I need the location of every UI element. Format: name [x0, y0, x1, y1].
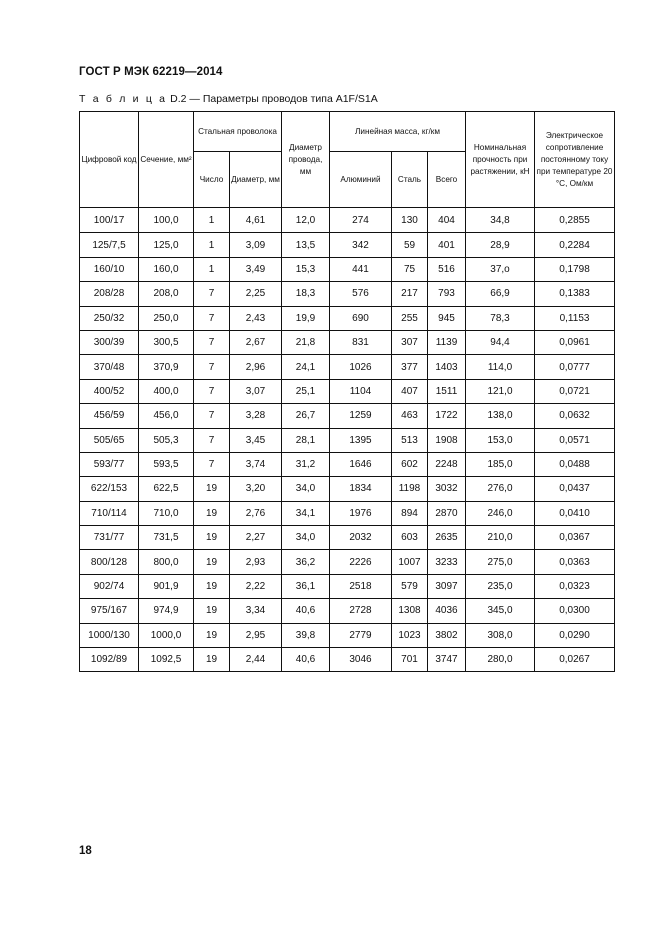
cell-total-mass: 2870 — [428, 501, 466, 525]
cell-wire-diameter: 34,1 — [282, 501, 330, 525]
cell-wire-count: 19 — [194, 648, 230, 672]
cell-wire-diameter: 40,6 — [282, 648, 330, 672]
cell-section: 974,9 — [139, 599, 194, 623]
cell-wire-diameter: 19,9 — [282, 306, 330, 330]
cell-wire-diameter: 15,3 — [282, 257, 330, 281]
cell-resistance: 0,0571 — [535, 428, 615, 452]
cell-section: 1000,0 — [139, 623, 194, 647]
cell-code: 125/7,5 — [80, 233, 139, 257]
cell-steel-mass: 1198 — [392, 477, 428, 501]
cell-resistance: 0,0300 — [535, 599, 615, 623]
cell-aluminium-mass: 2728 — [330, 599, 392, 623]
cell-section: 901,9 — [139, 574, 194, 598]
cell-strength: 153,0 — [466, 428, 535, 452]
cell-steel-mass: 75 — [392, 257, 428, 281]
cell-code: 250/32 — [80, 306, 139, 330]
cell-aluminium-mass: 831 — [330, 330, 392, 354]
cell-aluminium-mass: 2779 — [330, 623, 392, 647]
table-row — [80, 550, 615, 574]
cell-strength: 235,0 — [466, 574, 535, 598]
table-row — [80, 648, 615, 672]
cell-wire-diameter: 21,8 — [282, 330, 330, 354]
cell-code: 1000/130 — [80, 623, 139, 647]
cell-steel-diameter: 2,43 — [230, 306, 282, 330]
table-body — [80, 208, 615, 672]
cell-strength: 246,0 — [466, 501, 535, 525]
wire-parameters-table — [79, 111, 615, 672]
cell-wire-count: 7 — [194, 306, 230, 330]
table-row — [80, 330, 615, 354]
cell-strength: 78,3 — [466, 306, 535, 330]
cell-resistance: 0,0721 — [535, 379, 615, 403]
cell-wire-count: 7 — [194, 282, 230, 306]
table-row — [80, 623, 615, 647]
cell-code: 370/48 — [80, 355, 139, 379]
cell-aluminium-mass: 1026 — [330, 355, 392, 379]
cell-total-mass: 404 — [428, 208, 466, 233]
cell-steel-mass: 407 — [392, 379, 428, 403]
cell-steel-diameter: 2,96 — [230, 355, 282, 379]
cell-total-mass: 3747 — [428, 648, 466, 672]
cell-steel-mass: 130 — [392, 208, 428, 233]
cell-wire-diameter: 40,6 — [282, 599, 330, 623]
cell-total-mass: 1908 — [428, 428, 466, 452]
cell-steel-mass: 579 — [392, 574, 428, 598]
cell-section: 208,0 — [139, 282, 194, 306]
cell-resistance: 0,0488 — [535, 452, 615, 476]
cell-wire-count: 1 — [194, 208, 230, 233]
cell-code: 975/167 — [80, 599, 139, 623]
header-resistance: Электрическое сопротивление постоянному току при температуре 20 °С, Ом/км — [535, 112, 615, 208]
cell-section: 370,9 — [139, 355, 194, 379]
cell-code: 300/39 — [80, 330, 139, 354]
cell-resistance: 0,2284 — [535, 233, 615, 257]
header-linear-mass: Линейная масса, кг/км — [330, 112, 466, 152]
cell-aluminium-mass: 2518 — [330, 574, 392, 598]
cell-resistance: 0,2855 — [535, 208, 615, 233]
cell-wire-diameter: 24,1 — [282, 355, 330, 379]
cell-section: 710,0 — [139, 501, 194, 525]
cell-steel-diameter: 2,22 — [230, 574, 282, 598]
cell-aluminium-mass: 576 — [330, 282, 392, 306]
cell-strength: 37,о — [466, 257, 535, 281]
cell-strength: 66,9 — [466, 282, 535, 306]
cell-wire-diameter: 36,1 — [282, 574, 330, 598]
cell-section: 456,0 — [139, 404, 194, 428]
cell-steel-diameter: 3,45 — [230, 428, 282, 452]
cell-total-mass: 3097 — [428, 574, 466, 598]
header-section: Сечение, мм² — [139, 112, 194, 208]
cell-steel-diameter: 2,76 — [230, 501, 282, 525]
cell-code: 622/153 — [80, 477, 139, 501]
cell-strength: 94,4 — [466, 330, 535, 354]
cell-steel-mass: 603 — [392, 526, 428, 550]
cell-section: 160,0 — [139, 257, 194, 281]
cell-aluminium-mass: 441 — [330, 257, 392, 281]
cell-total-mass: 2248 — [428, 452, 466, 476]
cell-total-mass: 401 — [428, 233, 466, 257]
cell-resistance: 0,0410 — [535, 501, 615, 525]
cell-steel-diameter: 2,95 — [230, 623, 282, 647]
table-row — [80, 306, 615, 330]
cell-code: 160/10 — [80, 257, 139, 281]
cell-aluminium-mass: 1976 — [330, 501, 392, 525]
cell-code: 208/28 — [80, 282, 139, 306]
cell-steel-mass: 602 — [392, 452, 428, 476]
cell-wire-count: 19 — [194, 623, 230, 647]
table-row — [80, 208, 615, 233]
cell-code: 456/59 — [80, 404, 139, 428]
cell-resistance: 0,1153 — [535, 306, 615, 330]
cell-aluminium-mass: 1259 — [330, 404, 392, 428]
cell-code: 400/52 — [80, 379, 139, 403]
cell-wire-count: 19 — [194, 501, 230, 525]
cell-code: 505/65 — [80, 428, 139, 452]
cell-steel-diameter: 4,61 — [230, 208, 282, 233]
cell-total-mass: 4036 — [428, 599, 466, 623]
cell-code: 100/17 — [80, 208, 139, 233]
cell-aluminium-mass: 2226 — [330, 550, 392, 574]
cell-aluminium-mass: 690 — [330, 306, 392, 330]
cell-section: 300,5 — [139, 330, 194, 354]
table-row — [80, 404, 615, 428]
cell-code: 800/128 — [80, 550, 139, 574]
cell-strength: 121,0 — [466, 379, 535, 403]
cell-strength: 34,8 — [466, 208, 535, 233]
cell-steel-diameter: 3,09 — [230, 233, 282, 257]
cell-section: 250,0 — [139, 306, 194, 330]
cell-steel-diameter: 3,49 — [230, 257, 282, 281]
cell-wire-count: 7 — [194, 355, 230, 379]
table-header — [80, 112, 615, 208]
table-row — [80, 599, 615, 623]
cell-aluminium-mass: 274 — [330, 208, 392, 233]
table-row — [80, 574, 615, 598]
header-steel: Сталь — [392, 152, 428, 208]
header-aluminium: Алюминий — [330, 152, 392, 208]
cell-steel-diameter: 3,28 — [230, 404, 282, 428]
cell-steel-mass: 1308 — [392, 599, 428, 623]
table-row — [80, 526, 615, 550]
cell-section: 622,5 — [139, 477, 194, 501]
cell-strength: 114,0 — [466, 355, 535, 379]
table-row — [80, 233, 615, 257]
cell-steel-mass: 894 — [392, 501, 428, 525]
cell-steel-diameter: 3,34 — [230, 599, 282, 623]
cell-wire-diameter: 13,5 — [282, 233, 330, 257]
cell-wire-diameter: 34,0 — [282, 526, 330, 550]
cell-resistance: 0,0363 — [535, 550, 615, 574]
cell-wire-diameter: 31,2 — [282, 452, 330, 476]
cell-strength: 308,0 — [466, 623, 535, 647]
cell-wire-diameter: 25,1 — [282, 379, 330, 403]
cell-steel-mass: 1007 — [392, 550, 428, 574]
cell-resistance: 0,0777 — [535, 355, 615, 379]
cell-resistance: 0,1798 — [535, 257, 615, 281]
header-count: Число — [194, 152, 230, 208]
cell-steel-diameter: 2,93 — [230, 550, 282, 574]
cell-steel-diameter: 3,07 — [230, 379, 282, 403]
cell-total-mass: 2635 — [428, 526, 466, 550]
cell-wire-count: 1 — [194, 257, 230, 281]
table-row — [80, 452, 615, 476]
cell-aluminium-mass: 342 — [330, 233, 392, 257]
cell-code: 731/77 — [80, 526, 139, 550]
cell-code: 1092/89 — [80, 648, 139, 672]
table-row — [80, 428, 615, 452]
cell-steel-mass: 701 — [392, 648, 428, 672]
header-strength: Номинальная прочность при растяжении, кН — [466, 112, 535, 208]
cell-section: 593,5 — [139, 452, 194, 476]
header-steel-wire: Стальная проволока — [194, 112, 282, 152]
cell-wire-count: 19 — [194, 599, 230, 623]
table-row — [80, 257, 615, 281]
cell-strength: 210,0 — [466, 526, 535, 550]
header-total: Всего — [428, 152, 466, 208]
cell-steel-diameter: 2,25 — [230, 282, 282, 306]
cell-aluminium-mass: 1104 — [330, 379, 392, 403]
header-code: Цифровой код — [80, 112, 139, 208]
cell-steel-diameter: 3,74 — [230, 452, 282, 476]
cell-wire-diameter: 39,8 — [282, 623, 330, 647]
cell-strength: 345,0 — [466, 599, 535, 623]
cell-wire-count: 19 — [194, 526, 230, 550]
cell-resistance: 0,0632 — [535, 404, 615, 428]
caption-text: D.2 — Параметры проводов типа A1F/S1A — [170, 93, 378, 105]
table-row — [80, 379, 615, 403]
cell-total-mass: 3032 — [428, 477, 466, 501]
cell-steel-mass: 255 — [392, 306, 428, 330]
cell-code: 593/77 — [80, 452, 139, 476]
cell-section: 125,0 — [139, 233, 194, 257]
cell-wire-count: 19 — [194, 550, 230, 574]
cell-resistance: 0,0323 — [535, 574, 615, 598]
cell-steel-diameter: 3,20 — [230, 477, 282, 501]
cell-section: 1092,5 — [139, 648, 194, 672]
cell-strength: 275,0 — [466, 550, 535, 574]
cell-section: 800,0 — [139, 550, 194, 574]
cell-code: 902/74 — [80, 574, 139, 598]
table-row — [80, 501, 615, 525]
cell-total-mass: 3802 — [428, 623, 466, 647]
cell-steel-mass: 1023 — [392, 623, 428, 647]
cell-steel-mass: 513 — [392, 428, 428, 452]
cell-section: 505,3 — [139, 428, 194, 452]
cell-strength: 138,0 — [466, 404, 535, 428]
cell-steel-mass: 217 — [392, 282, 428, 306]
cell-wire-diameter: 28,1 — [282, 428, 330, 452]
page-number: 18 — [79, 845, 92, 857]
cell-steel-diameter: 2,44 — [230, 648, 282, 672]
cell-steel-diameter: 2,67 — [230, 330, 282, 354]
cell-total-mass: 793 — [428, 282, 466, 306]
cell-wire-count: 7 — [194, 330, 230, 354]
cell-strength: 28,9 — [466, 233, 535, 257]
cell-wire-count: 19 — [194, 477, 230, 501]
cell-resistance: 0,0367 — [535, 526, 615, 550]
cell-steel-mass: 59 — [392, 233, 428, 257]
cell-wire-diameter: 36,2 — [282, 550, 330, 574]
cell-resistance: 0,0961 — [535, 330, 615, 354]
cell-steel-mass: 307 — [392, 330, 428, 354]
cell-aluminium-mass: 3046 — [330, 648, 392, 672]
cell-wire-diameter: 26,7 — [282, 404, 330, 428]
cell-strength: 276,0 — [466, 477, 535, 501]
cell-strength: 185,0 — [466, 452, 535, 476]
table-row — [80, 282, 615, 306]
document-header: ГОСТ Р МЭК 62219—2014 — [79, 66, 223, 78]
cell-steel-mass: 377 — [392, 355, 428, 379]
cell-wire-diameter: 34,0 — [282, 477, 330, 501]
cell-resistance: 0,0267 — [535, 648, 615, 672]
cell-steel-diameter: 2,27 — [230, 526, 282, 550]
cell-total-mass: 3233 — [428, 550, 466, 574]
cell-aluminium-mass: 1646 — [330, 452, 392, 476]
cell-resistance: 0,1383 — [535, 282, 615, 306]
table-row — [80, 477, 615, 501]
cell-aluminium-mass: 1834 — [330, 477, 392, 501]
table-caption — [79, 93, 378, 105]
cell-wire-count: 7 — [194, 452, 230, 476]
cell-section: 731,5 — [139, 526, 194, 550]
cell-total-mass: 516 — [428, 257, 466, 281]
cell-total-mass: 1403 — [428, 355, 466, 379]
cell-wire-count: 7 — [194, 404, 230, 428]
cell-section: 100,0 — [139, 208, 194, 233]
caption-prefix: Т а б л и ц а — [79, 93, 168, 105]
cell-aluminium-mass: 2032 — [330, 526, 392, 550]
cell-wire-count: 7 — [194, 428, 230, 452]
cell-total-mass: 945 — [428, 306, 466, 330]
cell-total-mass: 1722 — [428, 404, 466, 428]
cell-wire-diameter: 18,3 — [282, 282, 330, 306]
cell-total-mass: 1139 — [428, 330, 466, 354]
cell-strength: 280,0 — [466, 648, 535, 672]
header-wire-diameter: Диаметр провода, мм — [282, 112, 330, 208]
cell-code: 710/114 — [80, 501, 139, 525]
cell-resistance: 0,0437 — [535, 477, 615, 501]
cell-wire-count: 1 — [194, 233, 230, 257]
cell-total-mass: 1511 — [428, 379, 466, 403]
cell-aluminium-mass: 1395 — [330, 428, 392, 452]
cell-wire-count: 7 — [194, 379, 230, 403]
header-steel-diameter: Диаметр, мм — [230, 152, 282, 208]
cell-section: 400,0 — [139, 379, 194, 403]
cell-resistance: 0,0290 — [535, 623, 615, 647]
table-row — [80, 355, 615, 379]
cell-steel-mass: 463 — [392, 404, 428, 428]
cell-wire-diameter: 12,0 — [282, 208, 330, 233]
cell-wire-count: 19 — [194, 574, 230, 598]
